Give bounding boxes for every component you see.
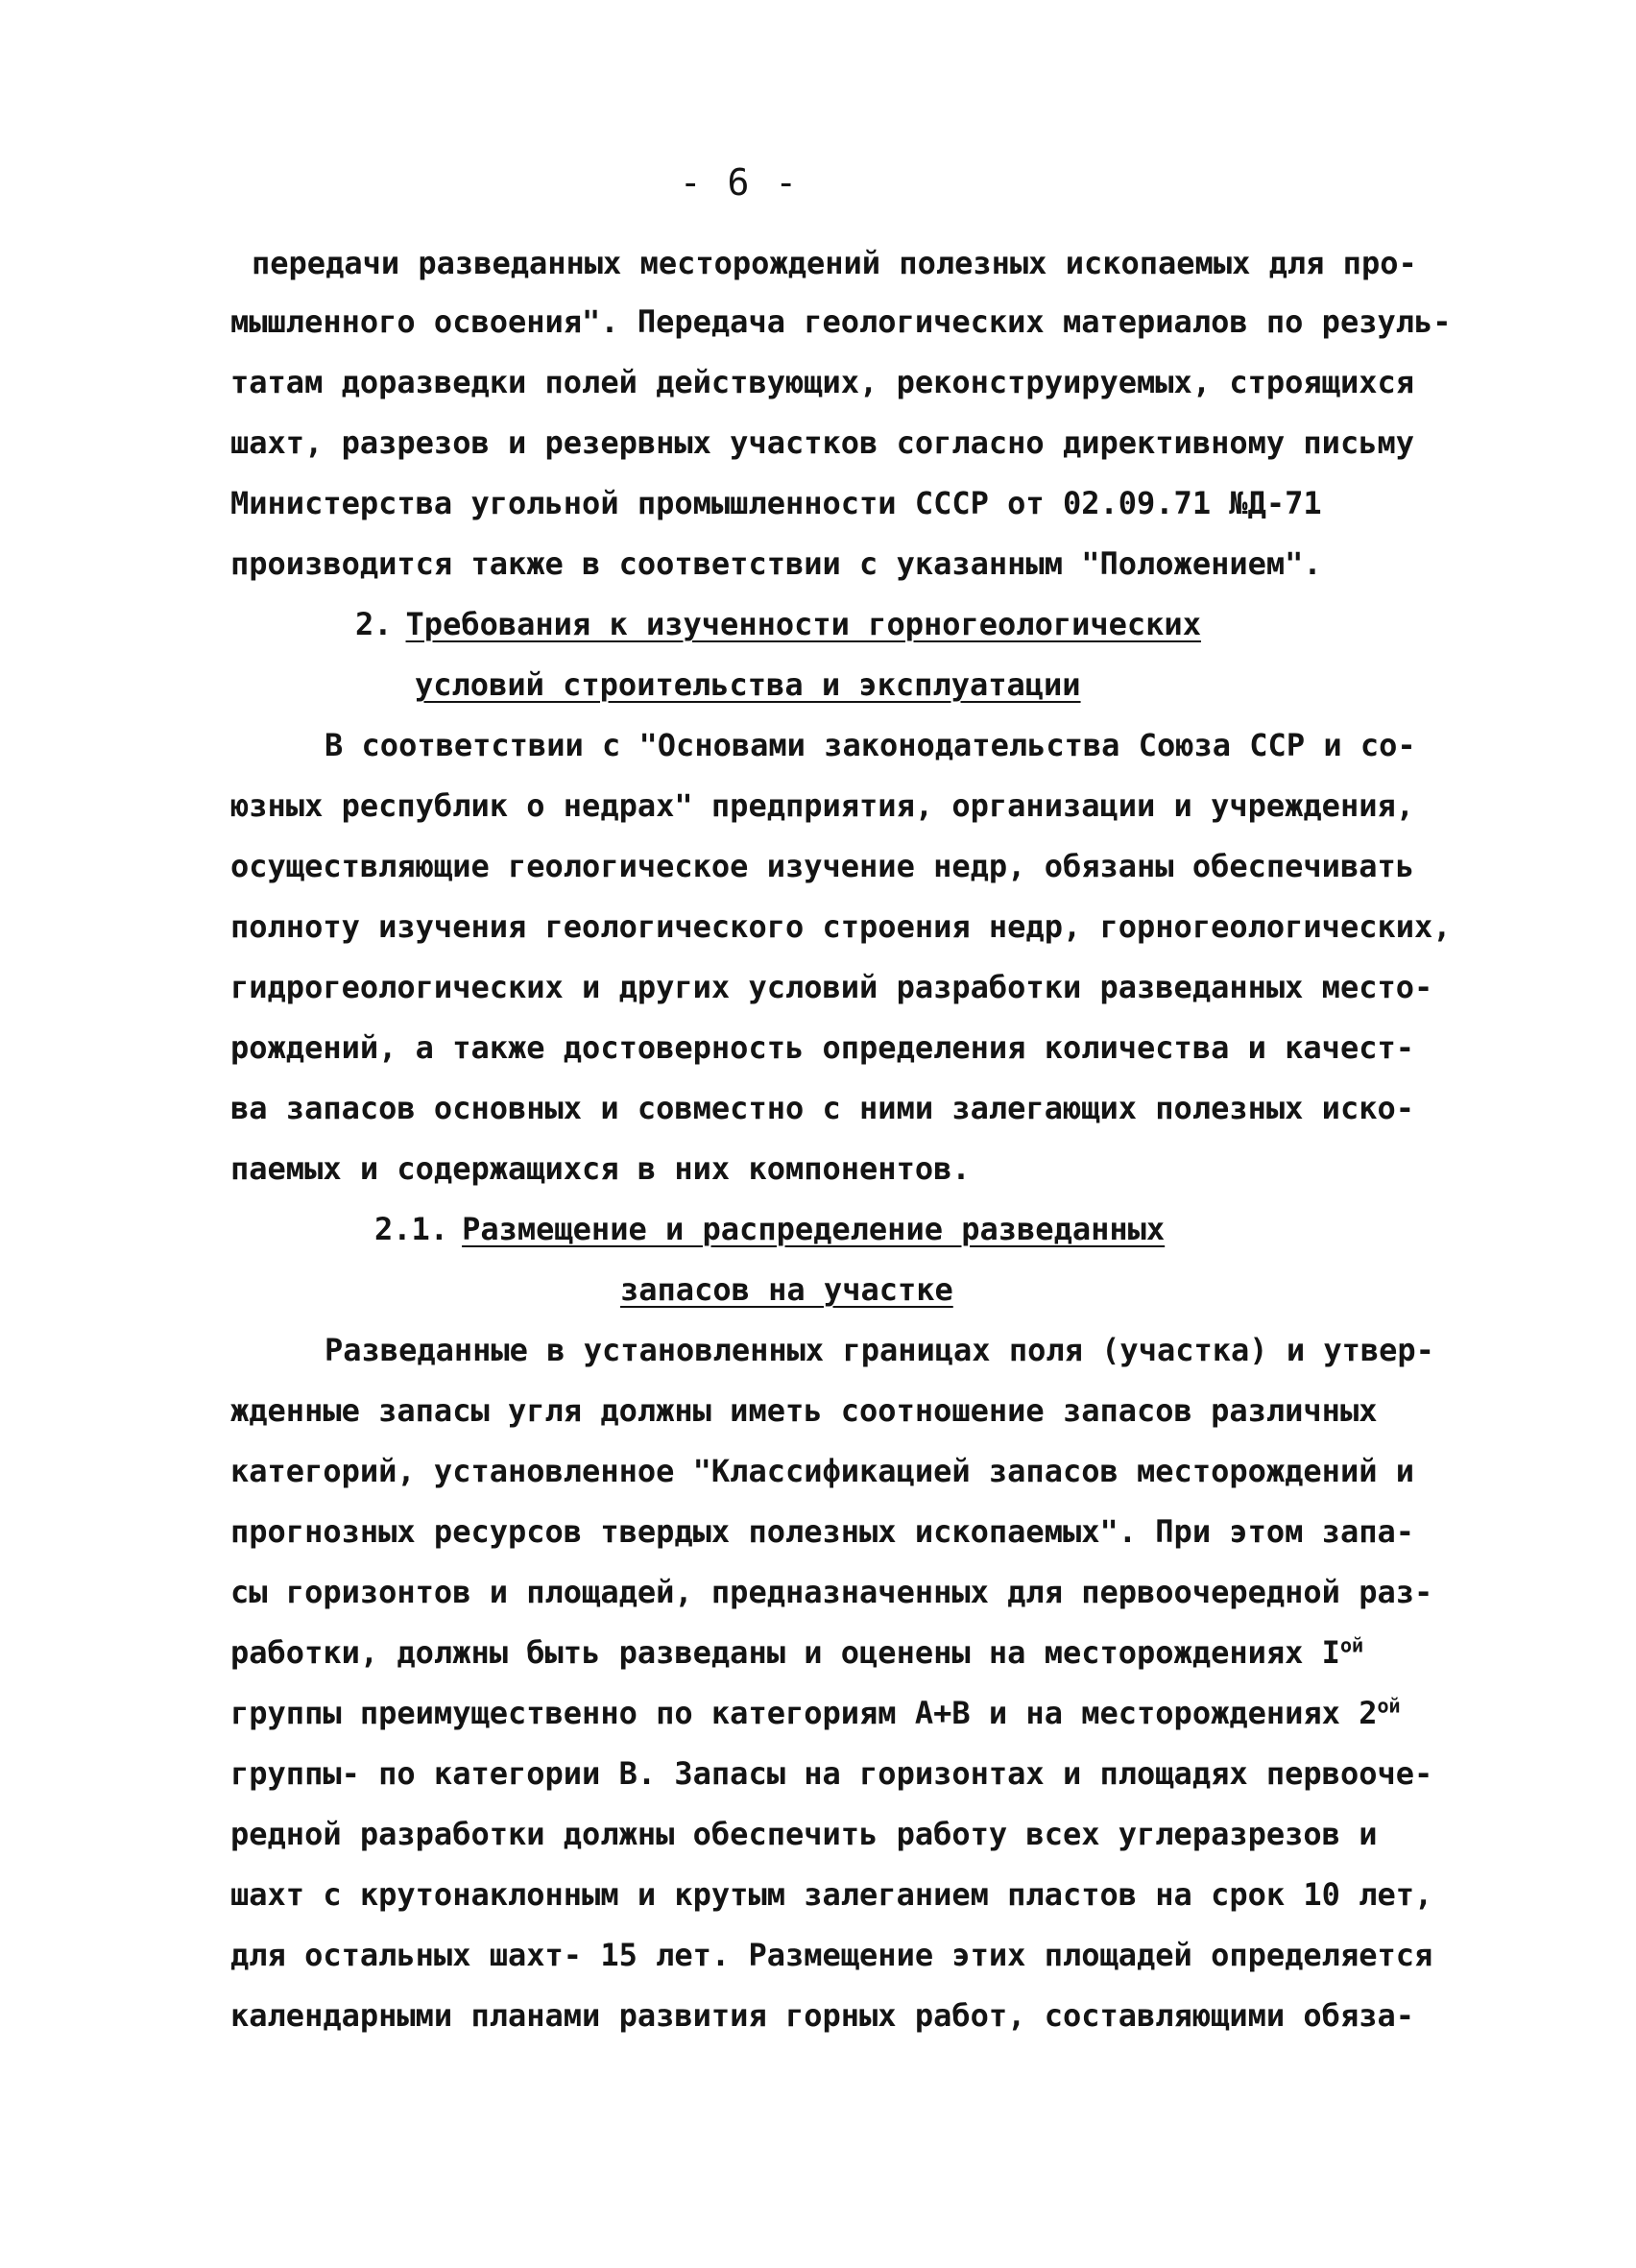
text-line: паемых и содержащихся в них компонентов. [230, 1150, 971, 1187]
text-line: шахт, разрезов и резервных участков согласно директивному письму [230, 424, 1414, 461]
section-title-line2: условий строительства и эксплуатации [415, 666, 1081, 703]
section-heading-cont [415, 665, 1081, 704]
text-line: Разведанные в установленных границах поля (участка) и утвер- [325, 1332, 1434, 1368]
ordinal-suffix: ой [1377, 1694, 1401, 1718]
text-line: жденные запасы угля должны иметь соотношение запасов различных [230, 1392, 1378, 1429]
text-line: ва запасов основных и совместно с ними залегающих полезных иско- [230, 1090, 1414, 1126]
subsection-heading [374, 1210, 1165, 1248]
text-line: прогнозных ресурсов твердых полезных ископаемых". При этом запа- [230, 1513, 1414, 1550]
text-line: В соответствии с "Основами законодательства Союза ССР и со- [325, 727, 1416, 763]
text-line: группы- по категории В. Запасы на горизонтах и площадях первооче- [230, 1755, 1433, 1792]
text-line: татам доразведки полей действующих, реконструируемых, строящихся [230, 364, 1414, 400]
text-line: календарными планами развития горных работ, составляющими обяза- [230, 1997, 1414, 2034]
text-segment: группы преимущественно по категориям А+В и на месторождениях 2 [230, 1695, 1378, 1731]
text-line: рождений, а также достоверность определения количества и качест- [230, 1029, 1414, 1066]
text-line: гидрогеологических и других условий разработки разведанных место- [230, 969, 1433, 1005]
text-segment: работки, должны быть разведаны и оценены на месторождениях I [230, 1634, 1340, 1671]
subsection-title-line1: Размещение и распределение разведанных [462, 1211, 1166, 1247]
text-line: шахт с крутонаклонным и крутым залеганием пластов на срок 10 лет, [230, 1876, 1433, 1913]
text-line: осуществляющие геологическое изучение недр, обязаны обеспечивать [230, 848, 1414, 884]
text-line [230, 1633, 1459, 1672]
text-line: Министерства угольной промышленности СССР от 02.09.71 №Д-71 [230, 485, 1322, 521]
section-number: 2. [355, 606, 393, 642]
ordinal-suffix: ой [1339, 1633, 1364, 1657]
subsection-title-line2: запасов на участке [620, 1271, 953, 1308]
text-line: передачи разведанных месторождений полезных ископаемых для про- [252, 245, 1417, 281]
section-title-line1: Требования к изученности горногеологических [405, 606, 1201, 642]
subsection-heading-cont [620, 1270, 953, 1309]
text-line: категорий, установленное "Классификацией запасов месторождений и [230, 1453, 1414, 1489]
section-heading [355, 605, 1201, 643]
text-line: мышленного освоения". Передача геологических материалов по резуль- [230, 303, 1452, 340]
text-line: сы горизонтов и площадей, предназначенных для первоочередной раз- [230, 1574, 1433, 1610]
text-line: редной разработки должны обеспечить работу всех углеразрезов и [230, 1816, 1378, 1852]
page-number: - 6 - [679, 161, 800, 204]
text-line [230, 1694, 1459, 1732]
subsection-number: 2.1. [374, 1211, 449, 1247]
text-line: юзных республик о недрах" предприятия, организации и учреждения, [230, 787, 1414, 824]
text-line: для остальных шахт- 15 лет. Размещение этих площадей определяется [230, 1937, 1433, 1973]
text-line: полноту изучения геологического строения недр, горногеологических, [230, 908, 1452, 945]
text-line: производится также в соответствии с указанным "Положением". [230, 545, 1322, 582]
